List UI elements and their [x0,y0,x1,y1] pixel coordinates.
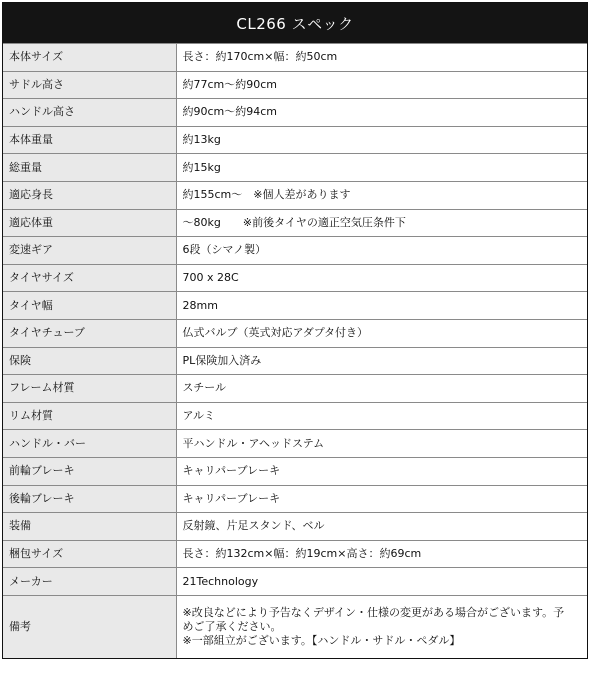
spec-value: 21Technology [176,568,587,596]
spec-value: 約13kg [176,126,587,154]
spec-key: 梱包サイズ [3,540,176,568]
spec-row [3,71,587,99]
spec-value: 約15kg [176,154,587,182]
spec-key: 装備 [3,513,176,541]
spec-row [3,181,587,209]
spec-value: スチール [176,375,587,403]
notes-key: 備考 [3,595,176,658]
spec-value: 700 x 28C [176,264,587,292]
spec-row [3,264,587,292]
spec-key: 後輪ブレーキ [3,485,176,513]
spec-key: 変速ギア [3,237,176,265]
spec-row [3,430,587,458]
spec-value: 約90cm〜約94cm [176,99,587,127]
spec-value: 長さ：約132cm×幅：約19cm×高さ：約69cm [176,540,587,568]
spec-value: 約77cm〜約90cm [176,71,587,99]
spec-row [3,292,587,320]
spec-row [3,540,587,568]
spec-value: 反射鏡、片足スタンド、ベル [176,513,587,541]
spec-value: 28mm [176,292,587,320]
spec-row [3,154,587,182]
spec-key: ハンドル・バー [3,430,176,458]
spec-key: 総重量 [3,154,176,182]
spec-rows [3,43,587,658]
spec-title: CL266 スペック [3,3,587,43]
spec-key: 保険 [3,347,176,375]
spec-value: 仏式バルブ（英式対応アダプタ付き） [176,319,587,347]
spec-row [3,209,587,237]
spec-key: フレーム材質 [3,375,176,403]
notes-line: ※改良などにより予告なくデザイン・仕様の変更がある場合がございます。予 [182,606,565,620]
spec-value: 6段（シマノ製） [176,237,587,265]
spec-row [3,44,587,72]
spec-value: アルミ [176,402,587,430]
notes-line: めご了承ください。 [182,620,282,634]
spec-value: キャリパーブレーキ [176,457,587,485]
spec-key: メーカー [3,568,176,596]
spec-row [3,485,587,513]
spec-row [3,402,587,430]
spec-value: キャリパーブレーキ [176,485,587,513]
spec-row-notes [3,595,587,658]
spec-row [3,375,587,403]
spec-key: タイヤ幅 [3,292,176,320]
notes-line: ※一部組立がございます。【ハンドル・サドル・ペダル】 [182,634,461,648]
spec-key: 本体サイズ [3,44,176,72]
spec-row [3,513,587,541]
spec-row [3,237,587,265]
spec-value: PL保険加入済み [176,347,587,375]
spec-row [3,568,587,596]
spec-key: タイヤサイズ [3,264,176,292]
spec-key: 本体重量 [3,126,176,154]
spec-key: 適応体重 [3,209,176,237]
spec-row [3,347,587,375]
spec-row [3,319,587,347]
spec-key: リム材質 [3,402,176,430]
spec-row [3,99,587,127]
spec-value: 長さ：約170cm×幅：約50cm [176,44,587,72]
spec-value: 約155cm〜 ※個人差があります [176,181,587,209]
notes-value [176,595,587,658]
spec-value: 平ハンドル・アヘッドステム [176,430,587,458]
spec-key: 適応身長 [3,181,176,209]
spec-key: サドル高さ [3,71,176,99]
spec-key: ハンドル高さ [3,99,176,127]
spec-row [3,457,587,485]
spec-table [2,2,588,659]
spec-row [3,126,587,154]
spec-key: タイヤチューブ [3,319,176,347]
spec-value: 〜80kg ※前後タイヤの適正空気圧条件下 [176,209,587,237]
spec-key: 前輪ブレーキ [3,457,176,485]
